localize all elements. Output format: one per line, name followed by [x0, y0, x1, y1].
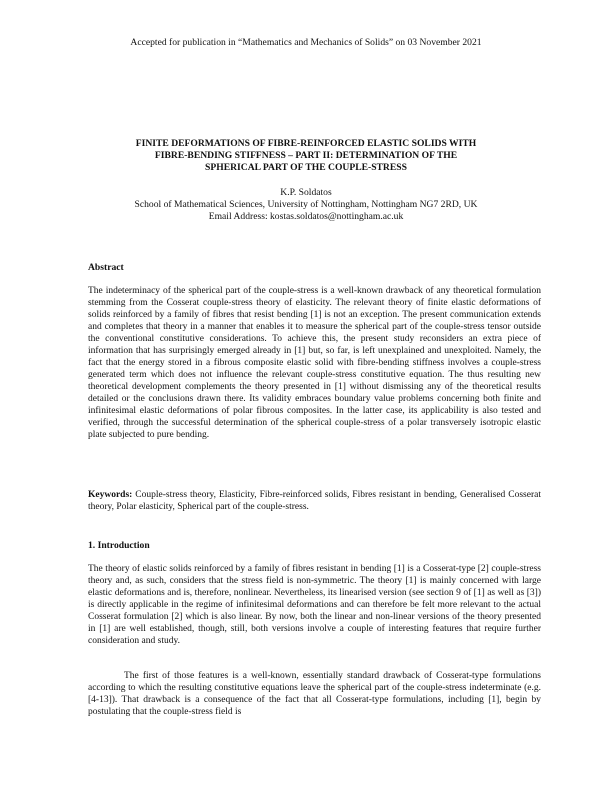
publication-note: Accepted for publication in “Mathematics and Mechanics of Solids” on 03 November 2021	[130, 37, 482, 48]
introduction-paragraph: The theory of elastic solids reinforced by a family of fibres resistant in bending [1] is a Cosserat-type [2] couple-stress theory and, as such, considers that the stress field is non-symmetric. The theory [1] is mainly concerned with large elastic deformations and is, therefore, nonlinear. Nevertheless, its linearised version (see section 9 of [1] as well as [3]) is directly applicable in the regime of infinitesimal deformations and can therefore be felt more relevant to the actual Cosserat formulation [2] which is also linear. By now, both the linear and non-linear versions of the theory presented in [1] are well established, though, still, both versions involve a couple of interesting features that require further consideration and study.	[88, 564, 541, 646]
keywords-label: Keywords:	[88, 490, 133, 500]
introduction-heading: 1. Introduction	[88, 540, 150, 551]
author-name: K.P. Soldatos	[280, 187, 332, 198]
title-line: FINITE DEFORMATIONS OF FIBRE-REINFORCED ELASTIC SOLIDS WITH	[135, 138, 477, 149]
keywords	[88, 489, 541, 513]
author-email: Email Address: kostas.soldatos@nottingham.ac.uk	[208, 211, 404, 222]
keywords-text: Couple-stress theory, Elasticity, Fibre-reinforced solids, Fibres resistant in bending, Generalised Cosserat theory, Polar elasticity, Spherical part of the couple-stress.	[88, 490, 541, 512]
introduction-paragraph: The first of those features is a well-known, essentially standard drawback of Cosserat-type formulations according to which the resulting constitutive equations leave the spherical part of the couple-stress indeterminate (e.g. [4-13]). That drawback is a consequence of the fact that all Cosserat-type formulations, including [1], begin by postulating that the couple-stress field is	[88, 671, 541, 717]
title-line: FIBRE-BENDING STIFFNESS – PART II: DETERMINATION OF THE	[154, 150, 458, 161]
author-affiliation: School of Mathematical Sciences, University of Nottingham, Nottingham NG7 2RD, UK	[134, 199, 478, 210]
abstract-heading: Abstract	[88, 262, 124, 273]
abstract-text: The indeterminacy of the spherical part of the couple-stress is a well-known drawback of any theoretical formulation stemming from the Cosserat couple-stress theory of elasticity. The relevant theory of finite elastic deformations of solids reinforced by a family of fibres that resist bending [1] is not an exception. The present communication extends and completes that theory in a manner that enables it to measure the spherical part of the couple-stress tensor outside the conventional constitutive considerations. To achieve this, the present study reconsiders an extra piece of information that has surprisingly emerged already in [1] but, so far, is left unexplained and unexploited. Namely, the fact that the energy stored in a fibrous composite elastic solid with fibre-bending stiffness involves a couple-stress generated term which does not influence the relevant couple-stress constitutive equation. The thus resulting new theoretical development complements the theory presented in [1] without dismissing any of the theoretical results detailed or the conclusions drawn there. Its validity embraces boundary value problems concerning both finite and infinitesimal elastic deformations of polar fibrous composites. In the latter case, its applicability is also tested and verified, through the successful determination of the spherical couple-stress of a polar transversely isotropic elastic plate subjected to pure bending.	[88, 286, 541, 440]
author-block	[60, 187, 552, 223]
paper-title	[118, 138, 494, 174]
title-line: SPHERICAL PART OF THE COUPLE-STRESS	[205, 162, 407, 173]
